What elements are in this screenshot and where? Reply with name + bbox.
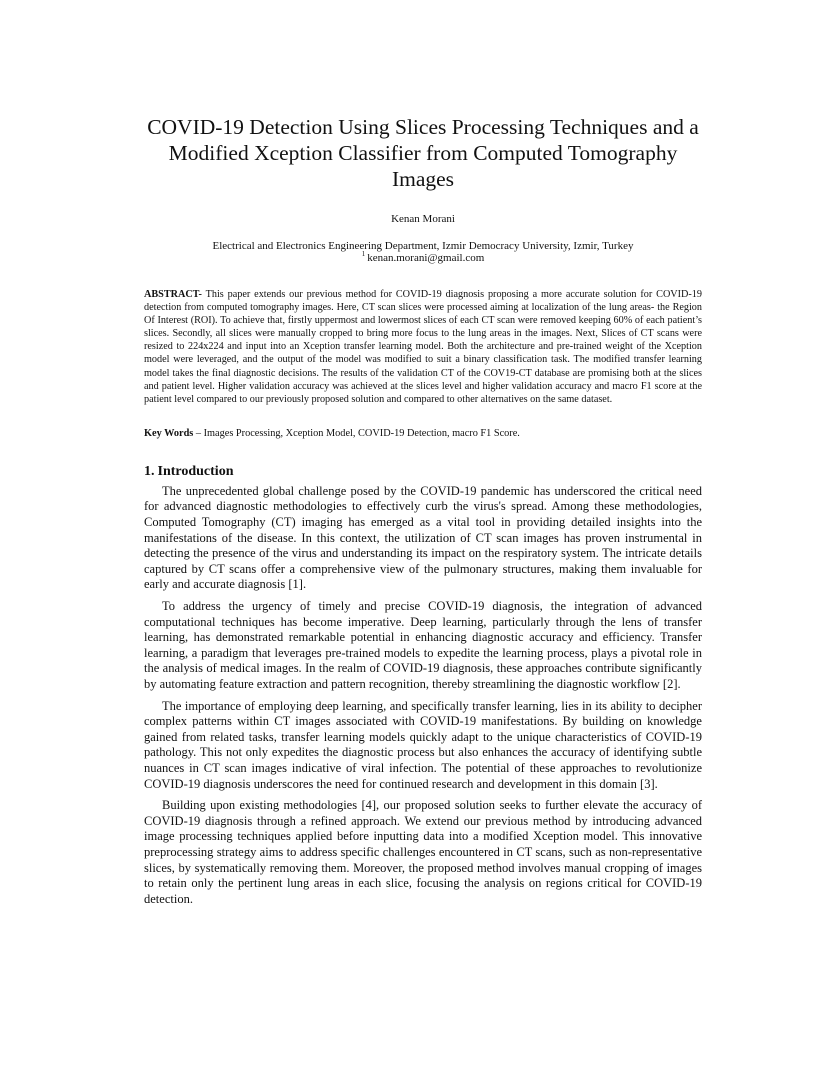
body-paragraph: Building upon existing methodologies [4], our proposed solution seeks to further elevate the accuracy of COVID-19 diagnosis through a refined approach. We extend our previous method by introducing advanced image processing techniques applied before inputting data into a modified Xception model. This innovative preprocessing strategy aims to address specific challenges encountered in CT scans, such as non-representative slices, by systematically removing them. Moreover, the proposed method involves manual cropping of images to retain only the pertinent lung areas in each slice, focusing the analysis on regions critical for COVID-19 detection. [144,798,702,906]
abstract-text: This paper extends our previous method for COVID-19 diagnosis proposing a more accurate solution for COVID-19 detection from computed tomography images. Here, CT scan slices were processed aiming at localization of the lung areas- the Region Of Interest (ROI). To achieve that, firstly uppermost and lowermost slices of each CT scan were removed keeping 60% of each patient’s slices. Secondly, all slices were manually cropped to bring more focus to the lung areas in the images. Next, Slices of CT scans were resized to 224x224 and input into an Xception transfer learning model. Both the architecture and pre-trained weight of the Xception model were leveraged, and the output of the model was modified to suit a binary classification task. The modified transfer learning model takes the final diagnostic decisions. The results of the validation CT of the COV19-CT database are promising both at the slices and patient level. Higher validation accuracy was achieved at the slices level and higher validation accuracy and macro F1 score at the patient level compared to our previously proposed solution and compared to other alternatives on the same dataset. [144,289,702,405]
author-name: Kenan Morani [391,213,455,225]
paper-page [144,114,702,907]
keywords-label: Key Words [144,427,194,439]
keywords [144,427,702,440]
email-footnote-marker: 1 [361,250,366,259]
introduction-body [144,484,702,907]
section-heading-introduction [144,464,702,480]
abstract [144,288,702,406]
paper-title: COVID-19 Detection Using Slices Processing Techniques and a Modified Xception Classifier from Computed Tomography Images [147,115,699,191]
body-paragraph: The importance of employing deep learning, and specifically transfer learning, lies in its ability to decipher complex patterns within CT images associated with COVID-19 manifestations. By building on knowledge gained from related tasks, transfer learning models quickly adapt to the unique characteristics of COVID-19 pathology. This not only expedites the diagnostic process but also enhances the accuracy of identifying subtle nuances in CT scan images indicative of viral infection. The potential of these approaches to revolutionize COVID-19 diagnosis underscores the need for continued research and development in this domain [3]. [144,698,702,791]
abstract-label: ABSTRACT- [144,289,202,300]
section-number: 1. [144,463,155,479]
author-affiliation: Electrical and Electronics Engineering Department, Izmir Democracy University, Izmir, Turkey [212,240,634,252]
author-email: kenan.morani@gmail.com [367,252,485,264]
section-title: Introduction [157,463,234,479]
author-email-line [144,252,702,265]
body-paragraph: To address the urgency of timely and precise COVID-19 diagnosis, the integration of advanced computational techniques has become imperative. Deep learning, particularly through the lens of transfer learning, has demonstrated remarkable potential in enhancing diagnostic accuracy and efficiency. Transfer learning, a paradigm that leverages pre-trained models to expedite the learning process, plays a pivotal role in the analysis of medical images. In the realm of COVID-19 diagnosis, these approaches contribute significantly by automating feature extraction and pattern recognition, thereby streamlining the diagnostic workflow [2]. [144,599,702,691]
keywords-text: – Images Processing, Xception Model, COVID-19 Detection, macro F1 Score. [193,427,520,439]
body-paragraph: The unprecedented global challenge posed by the COVID-19 pandemic has underscored the critical need for advanced diagnostic methodologies to effectively curb the virus's spread. Among these methodologies, Computed Tomography (CT) imaging has emerged as a vital tool in providing detailed insights into the manifestations of the disease. In this context, the utilization of CT scan images has proven instrumental in detecting the presence of the virus and understanding its impact on the respiratory system. The intricate details captured by CT scans offer a comprehensive view of the pulmonary structures, making them invaluable for early and accurate diagnosis [1]. [144,483,702,592]
